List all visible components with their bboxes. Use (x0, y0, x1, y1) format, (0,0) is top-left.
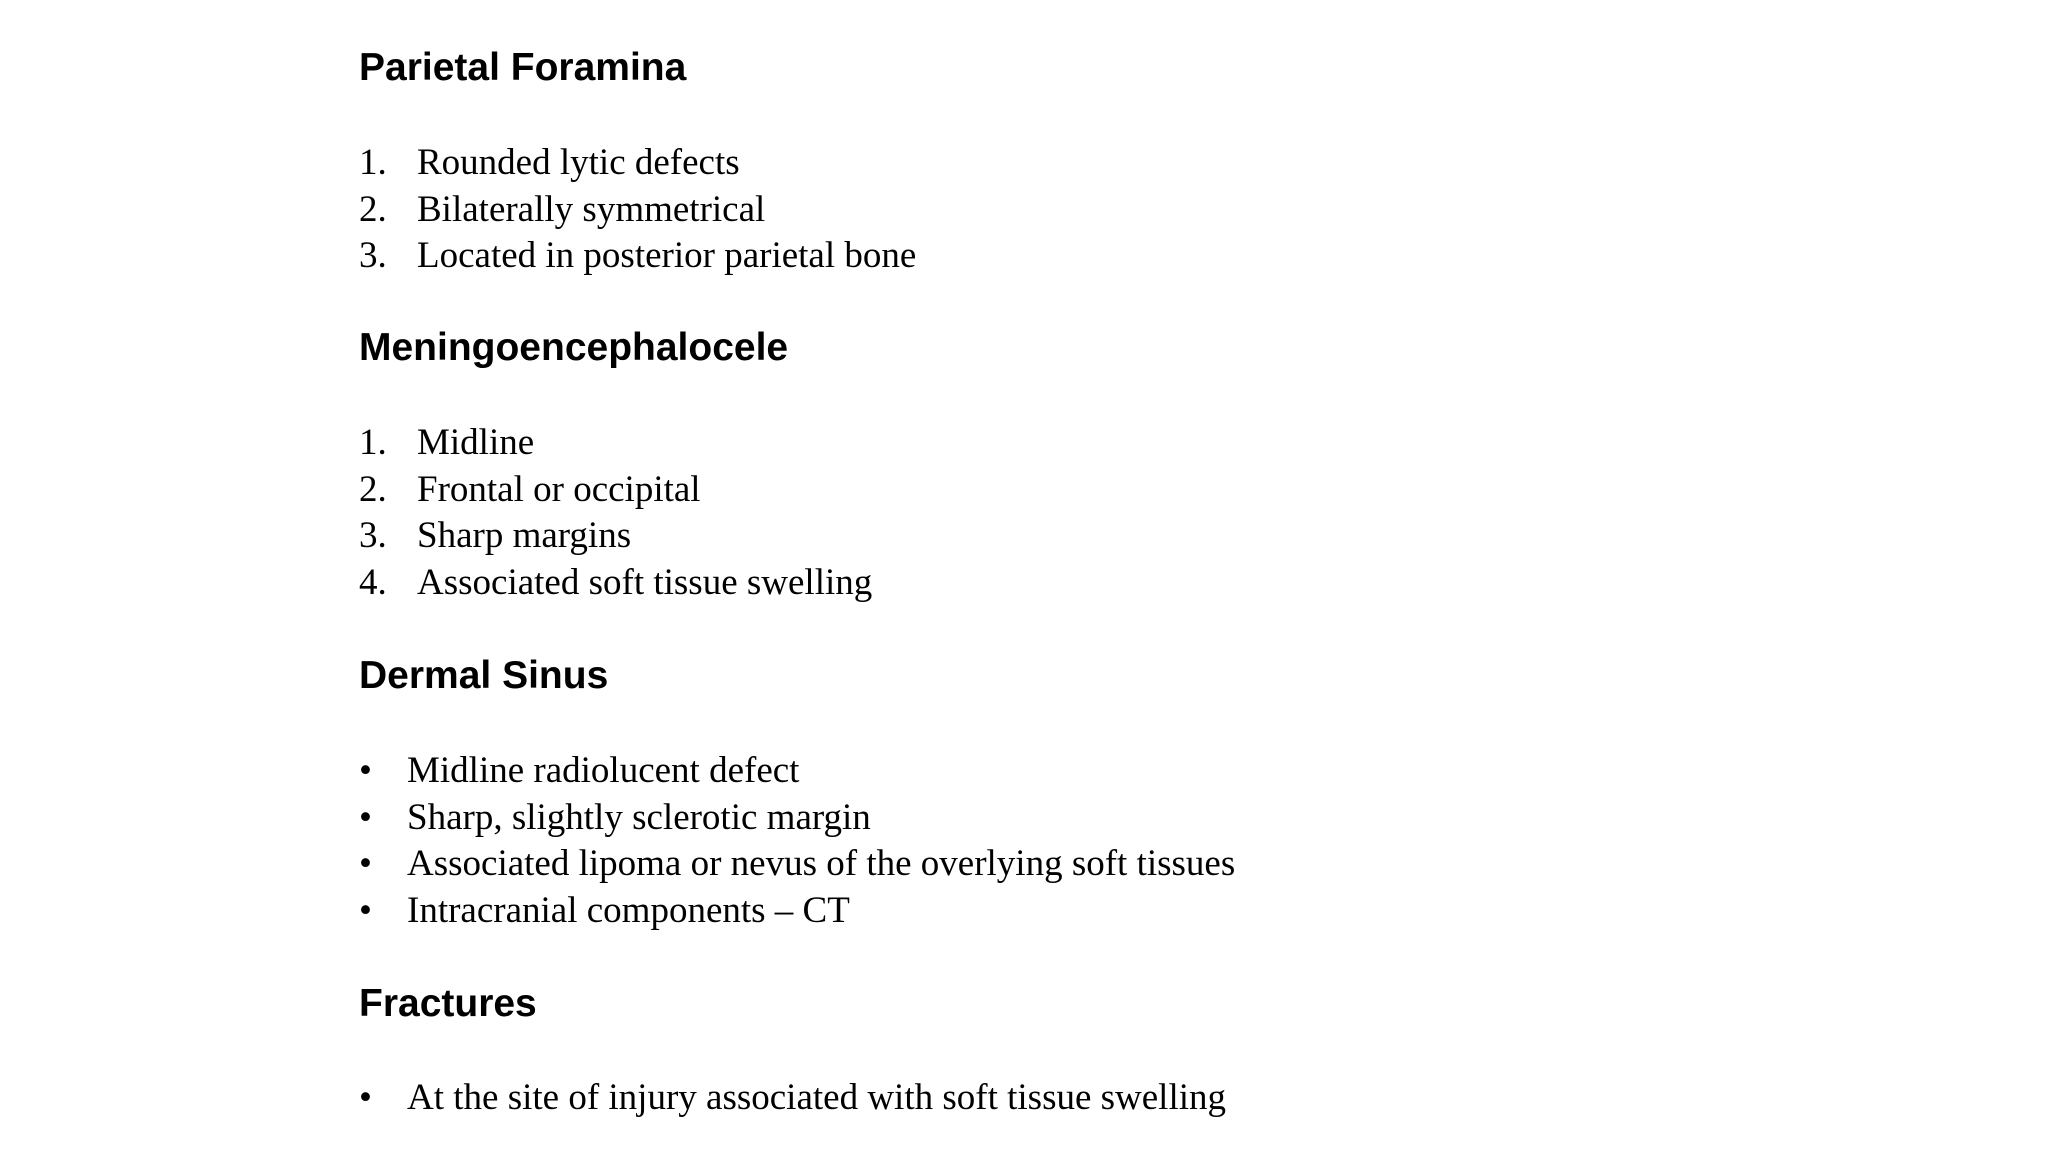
list-item-text: At the site of injury associated with soft tissue swelling (407, 1077, 1227, 1118)
list-item-text: Midline radiolucent defect (407, 750, 800, 791)
list-number: 4. (359, 561, 387, 603)
list-item-text: Frontal or occipital (417, 468, 701, 510)
bullet: • (359, 796, 372, 838)
list-item-text: Bilaterally symmetrical (417, 188, 766, 230)
heading-fractures: Fractures (359, 982, 537, 1025)
list-item-text: Associated lipoma or nevus of the overlying soft tissues (407, 843, 1236, 884)
list-item-text: Associated soft tissue swelling (417, 561, 873, 603)
heading-meningoencephalocele: Meningoencephalocele (359, 326, 789, 369)
bullet: • (359, 1077, 372, 1118)
list-number: 2. (359, 188, 387, 230)
list-item-text: Located in posterior parietal bone (417, 235, 917, 276)
list-item-text: Sharp margins (417, 515, 632, 556)
list-item-text: Sharp, slightly sclerotic margin (407, 796, 871, 838)
bullet: • (359, 750, 372, 791)
heading-parietal-foramina: Parietal Foramina (359, 46, 687, 89)
list-item-text: Intracranial components – CT (407, 889, 850, 931)
bullet: • (359, 889, 372, 931)
list-number: 1. (359, 142, 387, 183)
list-number: 2. (359, 468, 387, 510)
bullet: • (359, 843, 372, 884)
list-item-text: Rounded lytic defects (417, 142, 740, 183)
heading-dermal-sinus: Dermal Sinus (359, 654, 609, 697)
list-number: 3. (359, 235, 387, 276)
list-number: 3. (359, 515, 387, 556)
list-item-text: Midline (417, 422, 535, 463)
list-number: 1. (359, 422, 387, 463)
